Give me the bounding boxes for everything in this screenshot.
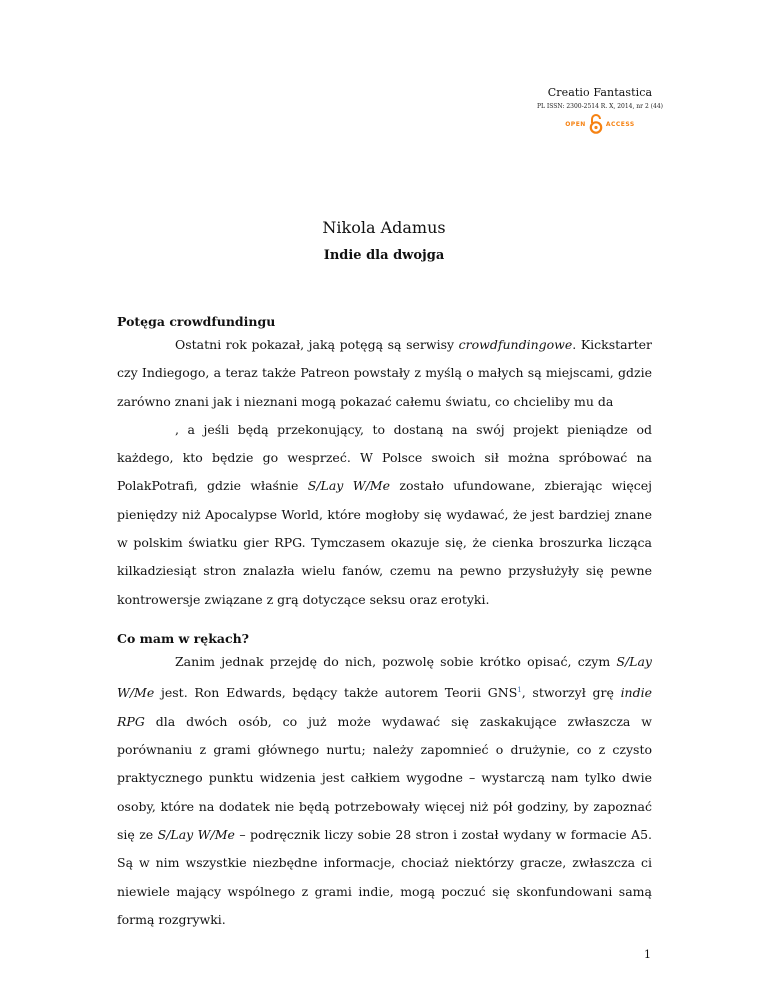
text-run: Ostatni rok pokazał, jaką potęgą są serwisy xyxy=(175,337,459,352)
emphasis-crowdfunding: crowdfundingowe xyxy=(458,337,573,352)
paragraph-crowdfunding-1 xyxy=(117,331,652,416)
text-run: , stworzył grę xyxy=(521,685,621,701)
text-run: – podręcznik liczy sobie 28 stron i został wydany w formacie A5. Są w nim wszystkie niezbędne informacje, chociaż niektórzy gracze, zwłaszcza ci niewiele mający wspólnego z grami indie, mogą poczuć się skonfundowani samą formą rozgrywki. xyxy=(117,826,652,927)
footnote-reference-link[interactable]: 1 xyxy=(517,686,522,695)
section-heading-what-in-hands: Co mam w rękach? xyxy=(117,630,249,646)
page-number: 1 xyxy=(644,948,651,961)
journal-title: Creatio Fantastica xyxy=(547,86,653,99)
paragraph-what-in-hands xyxy=(117,648,652,934)
open-access-logo xyxy=(537,114,663,134)
section-heading-crowdfunding: Potęga crowdfundingu xyxy=(117,314,276,329)
article-author: Nikola Adamus xyxy=(322,218,446,237)
article-body xyxy=(117,313,652,934)
text-run: . Kickstarter czy Indiegogo, a teraz także Patreon powstały z myślą o małych są miejscami, gdzie zarówno znani jak i nieznani mogą pokazać całemu światu, co chcieliby mu da xyxy=(117,337,652,409)
text-run: jest. Ron Edwards, będący także autorem Teorii GNS xyxy=(154,685,518,701)
emphasis-indie-rpg: indie RPG xyxy=(117,685,653,729)
text-run: Zanim jednak przejdę do nich, pozwolę sobie krótko opisać, czym xyxy=(175,653,617,669)
emphasis-game-title: S/Lay W/Me xyxy=(117,653,652,701)
paragraph-crowdfunding-2 xyxy=(117,416,652,614)
journal-header xyxy=(537,86,663,134)
text-run: , a jeśli będą przekonujący, to dostaną na swój projekt pieniądze od każdego, kto będzie go wesprzeć. W Polsce swoich sił można spróbować na PolakPotrafi, gdzie właśnie xyxy=(117,421,652,494)
open-access-label-left: OPEN xyxy=(565,120,586,128)
article-title: Indie dla dwojga xyxy=(323,248,445,263)
open-access-label-right: ACCESS xyxy=(605,120,635,128)
journal-meta: PL ISSN: 2300-2514 R. X, 2014, nr 2 (44) xyxy=(536,103,663,110)
text-run: zostało ufundowane, zbierając więcej pieniędzy niż Apocalypse World, które mogłoby się wydawać, że jest bardziej znane w polskim światku gier RPG. Tymczasem okazuje się, że cienka broszurka licząca kilkadziesiąt stron znalazła wielu fanów, czemu na pewno przysłużyły się pewne kontrowersje związane z grą dotyczące seksu oraz erotyki. xyxy=(117,478,652,607)
emphasis-game-title: S/Lay W/Me xyxy=(307,478,390,494)
emphasis-game-title: S/Lay W/Me xyxy=(157,826,235,842)
text-run: dla dwóch osób, co już może wydawać się zaskakujące zwłaszcza w porównaniu z grami głównego nurtu; należy zapomnieć o drużynie, co z czysto praktycznego punktu widzenia jest całkiem wygodne – wystarczą nam tylko dwie osoby, które na dodatek nie będą potrzebowały więcej niż pół godziny, by zapoznać się ze xyxy=(117,713,652,842)
open-lock-icon xyxy=(589,114,603,134)
